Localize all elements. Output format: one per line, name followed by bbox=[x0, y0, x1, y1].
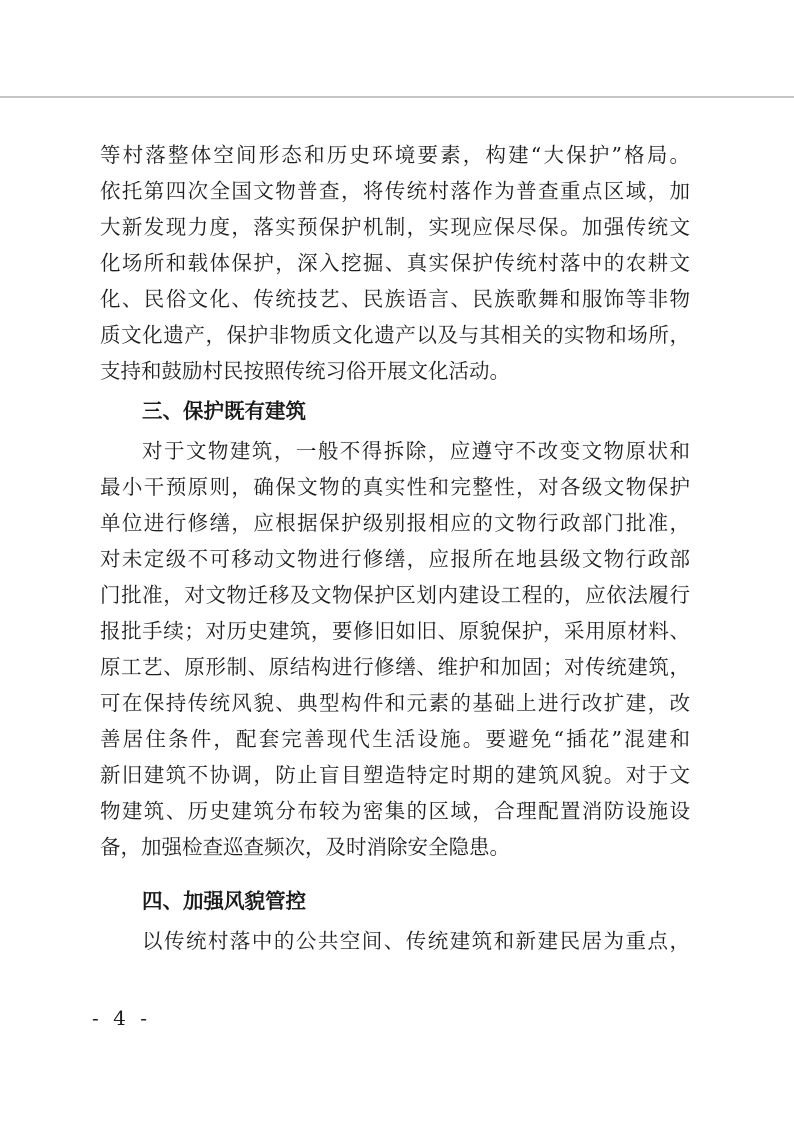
body-line: 最小干预原则，确保文物的真实性和完整性，对各级文物保护 bbox=[100, 475, 690, 499]
body-line: 报批手续；对历史建筑，要修旧如旧、原貌保护，采用原材料、 bbox=[100, 619, 690, 643]
body-line: 化、民俗文化、传统技艺、民族语言、民族歌舞和服饰等非物 bbox=[100, 287, 690, 311]
body-line: 原工艺、原形制、原结构进行修缮、维护和加固；对传统建筑， bbox=[100, 655, 690, 679]
page-number: - 4 - bbox=[92, 1006, 151, 1030]
body-line: 质文化遗产，保护非物质文化遗产以及与其相关的实物和场所， bbox=[100, 323, 690, 347]
body-line: 支持和鼓励村民按照传统习俗开展文化活动。 bbox=[100, 359, 510, 383]
body-line: 可在保持传统风貌、典型构件和元素的基础上进行改扩建，改 bbox=[100, 691, 690, 715]
section-heading: 四、加强风貌管控 bbox=[142, 889, 306, 913]
body-line: 化场所和载体保护，深入挖掘、真实保护传统村落中的农耕文 bbox=[100, 251, 690, 275]
body-line: 单位进行修缮，应根据保护级别报相应的文物行政部门批准， bbox=[100, 511, 690, 535]
body-line: 以传统村落中的公共空间、传统建筑和新建民居为重点， bbox=[142, 929, 690, 953]
body-line: 新旧建筑不协调，防止盲目塑造特定时期的建筑风貌。对于文 bbox=[100, 763, 690, 787]
body-line: 物建筑、历史建筑分布较为密集的区域，合理配置消防设施设 bbox=[100, 799, 690, 823]
body-line: 对未定级不可移动文物进行修缮，应报所在地县级文物行政部 bbox=[100, 547, 690, 571]
header-rule bbox=[0, 96, 794, 98]
section-heading: 三、保护既有建筑 bbox=[142, 399, 306, 423]
body-line: 门批准，对文物迁移及文物保护区划内建设工程的，应依法履行 bbox=[100, 583, 690, 607]
body-line: 善居住条件，配套完善现代生活设施。要避免“插花”混建和 bbox=[100, 727, 690, 751]
body-line: 等村落整体空间形态和历史环境要素，构建“大保护”格局。 bbox=[100, 143, 690, 167]
body-line: 大新发现力度，落实预保护机制，实现应保尽保。加强传统文 bbox=[100, 215, 690, 239]
body-line: 备，加强检查巡查频次，及时消除安全隐患。 bbox=[100, 835, 510, 859]
body-line: 对于文物建筑，一般不得拆除，应遵守不改变文物原状和 bbox=[142, 439, 690, 463]
body-line: 依托第四次全国文物普查，将传统村落作为普查重点区域，加 bbox=[100, 179, 690, 203]
